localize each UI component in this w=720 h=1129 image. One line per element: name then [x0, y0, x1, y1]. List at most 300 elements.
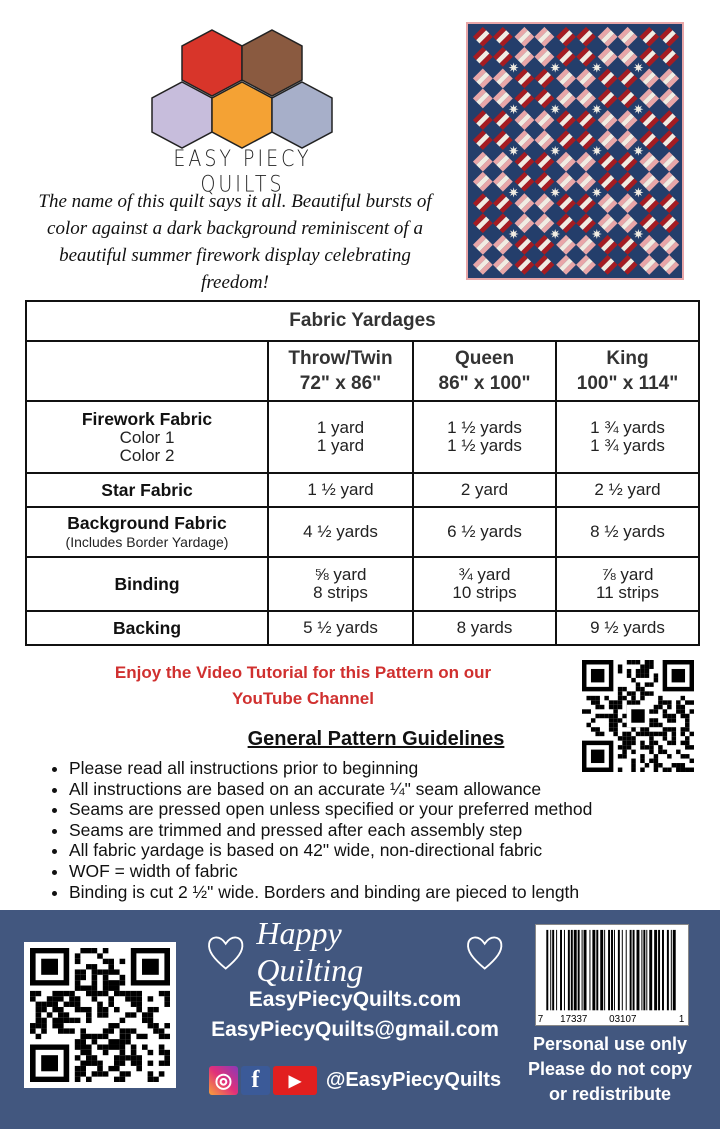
qr-module [645, 745, 649, 749]
qr-module [41, 959, 58, 975]
qr-module [120, 991, 126, 996]
qr-module [654, 705, 658, 709]
fabric-yardage-table [25, 300, 700, 646]
social-handle[interactable]: @EasyPiecyQuilts [325, 1069, 502, 1091]
qr-module [159, 1071, 165, 1076]
barcode-bar [578, 930, 580, 1010]
qr-module [75, 953, 81, 958]
barcode-bar [564, 930, 565, 1010]
qr-module [658, 705, 662, 709]
qr-module [120, 1050, 126, 1055]
barcode-bar [568, 930, 570, 1010]
qr-module [108, 1039, 114, 1044]
qr-module [649, 660, 653, 664]
qr-module [681, 741, 685, 745]
qr-module [663, 700, 667, 704]
qr-module [108, 1028, 114, 1033]
qr-module [618, 700, 622, 704]
qr-module [92, 1061, 98, 1066]
qr-module [618, 687, 622, 691]
qr-module [164, 996, 170, 1001]
qr-module [631, 750, 635, 754]
description-line: color against a dark background reminiscent of a [47, 218, 423, 239]
star-block [633, 187, 643, 197]
qr-module [685, 736, 689, 740]
barcode-bar [582, 930, 583, 1010]
star-block [509, 229, 519, 239]
qr-module [125, 991, 131, 996]
qr-module [75, 969, 81, 974]
qr-module [75, 1077, 81, 1082]
qr-module [613, 705, 617, 709]
qr-module [636, 687, 640, 691]
youtube-callout[interactable]: Enjoy the Video Tutorial for this Pattern on our YouTube Channel [114, 663, 492, 708]
qr-module [586, 709, 590, 713]
barcode-bar [584, 930, 587, 1010]
qr-module [654, 732, 658, 736]
barcode-bar [649, 930, 652, 1010]
qr-module [153, 1023, 159, 1028]
qr-module [120, 1061, 126, 1066]
qr-module [80, 975, 86, 980]
qr-module [114, 1066, 120, 1071]
qr-module [654, 673, 658, 677]
qr-module [131, 1002, 137, 1007]
qr-module [681, 727, 685, 731]
barcode-bar [671, 930, 672, 1010]
qr-module [136, 1061, 142, 1066]
qr-module [75, 1071, 81, 1076]
qr-module [103, 1034, 109, 1039]
qr-module [667, 741, 671, 745]
qr-module [103, 1044, 109, 1049]
qr-module [136, 1034, 142, 1039]
yardage-cell: 6 ½ yards [413, 507, 556, 557]
qr-module [125, 1071, 131, 1076]
qr-module [75, 1055, 81, 1060]
qr-module [636, 660, 640, 664]
qr-module [600, 714, 604, 718]
qr-module [645, 669, 649, 673]
qr-module [654, 723, 658, 727]
qr-module [690, 745, 694, 749]
qr-module [685, 718, 689, 722]
qr-module [631, 660, 635, 664]
qr-module [80, 969, 86, 974]
qr-module [148, 1023, 154, 1028]
description-line: beautiful summer firework display celebrating freedom! [59, 245, 411, 293]
qr-module [108, 1002, 114, 1007]
qr-module [681, 705, 685, 709]
qr-module [609, 714, 613, 718]
qr-module [676, 705, 680, 709]
qr-module [676, 700, 680, 704]
email-link[interactable]: EasyPiecyQuilts@gmail.com [211, 1018, 499, 1041]
qr-module [120, 1077, 126, 1082]
qr-module [125, 1028, 131, 1033]
qr-module [103, 975, 109, 980]
star-block [633, 63, 643, 73]
barcode-bar [560, 930, 562, 1010]
yardage-cell: 8 yards [413, 611, 556, 645]
qr-module [120, 1044, 126, 1049]
qr-module [120, 959, 126, 964]
barcode-bar [662, 930, 664, 1010]
qr-module [627, 673, 631, 677]
qr-module [36, 1034, 42, 1039]
qr-module [640, 727, 644, 731]
qr-module [618, 718, 622, 722]
qr-module [640, 741, 644, 745]
qr-module [681, 696, 685, 700]
qr-module [47, 996, 53, 1001]
qr-module [80, 948, 86, 953]
qr-module [64, 991, 70, 996]
qr-module [627, 669, 631, 673]
qr-module [148, 1007, 154, 1012]
qr-module [86, 1044, 92, 1049]
barcode-bar [614, 930, 615, 1010]
qr-module [52, 996, 58, 1001]
qr-module [86, 1018, 92, 1023]
qr-module [609, 727, 613, 731]
qr-module [640, 687, 644, 691]
qr-module [640, 696, 644, 700]
qr-module [125, 1034, 131, 1039]
qr-module [103, 1071, 109, 1076]
qr-module [75, 1044, 81, 1049]
qr-module [86, 1012, 92, 1017]
qr-module [672, 714, 676, 718]
qr-module [80, 1066, 86, 1071]
qr-module [120, 975, 126, 980]
guidelines-list [50, 758, 720, 902]
qr-module [618, 736, 622, 740]
row-label: Firework Fabric Color 1 Color 2 [26, 401, 268, 473]
qr-module [52, 1002, 58, 1007]
qr-module [97, 1034, 103, 1039]
qr-module [613, 727, 617, 731]
qr-module [142, 959, 159, 975]
yardage-cell: ⅝ yard 8 strips [268, 557, 413, 611]
qr-module [613, 732, 617, 736]
qr-module [47, 1012, 53, 1017]
qr-module [120, 980, 126, 985]
qr-module [627, 660, 631, 664]
qr-module [142, 1012, 148, 1017]
qr-module [120, 1055, 126, 1060]
qr-module [164, 1055, 170, 1060]
qr-module [604, 696, 608, 700]
qr-module [120, 1034, 126, 1039]
qr-module [153, 1028, 159, 1033]
qr-module [136, 1007, 142, 1012]
qr-module [591, 718, 595, 722]
star-block [592, 63, 602, 73]
qr-module [667, 727, 671, 731]
qr-module [645, 660, 649, 664]
qr-module [672, 727, 676, 731]
qr-module [658, 700, 662, 704]
qr-module [604, 714, 608, 718]
qr-module [618, 691, 622, 695]
qr-module [36, 1023, 42, 1028]
qr-module [97, 1044, 103, 1049]
qr-module [164, 1061, 170, 1066]
qr-module [36, 991, 42, 996]
qr-module [658, 750, 662, 754]
qr-module [92, 975, 98, 980]
qr-module [631, 709, 644, 722]
qr-module [80, 1050, 86, 1055]
star-block [550, 146, 560, 156]
qr-module [618, 745, 622, 749]
qr-code-website[interactable] [24, 942, 176, 1088]
qr-module [649, 691, 653, 695]
qr-module [148, 1012, 154, 1017]
qr-module [92, 948, 98, 953]
qr-module [103, 991, 109, 996]
qr-module [645, 732, 649, 736]
youtube-icon[interactable]: ▶ [273, 1066, 317, 1095]
star-block [592, 229, 602, 239]
star-block [509, 187, 519, 197]
qr-module [97, 1061, 103, 1066]
qr-module [64, 1002, 70, 1007]
qr-module [649, 741, 653, 745]
table-row [26, 473, 699, 507]
barcode-bar [556, 930, 557, 1010]
qr-code-youtube[interactable] [582, 660, 694, 772]
qr-module [631, 736, 635, 740]
qr-module [58, 991, 64, 996]
facebook-icon[interactable]: f [241, 1066, 270, 1095]
qr-module [41, 1018, 47, 1023]
barcode-bar [596, 930, 598, 1010]
qr-module [75, 1039, 81, 1044]
guideline-item: • All fabric yardage is based on 42" wide, non-directional fabric [69, 840, 720, 861]
qr-module [64, 1012, 70, 1017]
qr-module [148, 1071, 154, 1076]
qr-module [640, 673, 644, 677]
qr-module [125, 1039, 131, 1044]
qr-module [114, 980, 120, 985]
yardage-cell: 1 ½ yard [268, 473, 413, 507]
qr-module [52, 1023, 58, 1028]
qr-module [591, 700, 595, 704]
qr-module [622, 714, 626, 718]
qr-module [636, 700, 640, 704]
usage-note: Personal use only Please do not copy or redistribute [527, 1034, 693, 1104]
qr-module [131, 1061, 137, 1066]
qr-module [114, 1044, 120, 1049]
barcode-bar [608, 930, 610, 1010]
star-block [509, 146, 519, 156]
instagram-icon[interactable]: ◎ [209, 1066, 238, 1095]
qr-module [631, 678, 635, 682]
qr-module [622, 723, 626, 727]
qr-module [640, 691, 644, 695]
qr-module [58, 996, 64, 1001]
qr-module [47, 1002, 53, 1007]
qr-module [622, 732, 626, 736]
column-header: Queen 86" x 100" [413, 341, 556, 401]
guideline-item: • Binding is cut 2 ½" wide. Borders and binding are pieced to length [69, 882, 720, 903]
qr-module [690, 732, 694, 736]
barcode-bar [571, 930, 573, 1010]
yardage-cell: 4 ½ yards [268, 507, 413, 557]
qr-module [80, 1034, 86, 1039]
star-block [550, 104, 560, 114]
qr-module [148, 996, 154, 1001]
qr-module [80, 1039, 86, 1044]
qr-module [97, 969, 103, 974]
description-line: The name of this quilt says it all. Beautiful bursts of [38, 191, 432, 212]
column-header: Throw/Twin 72" x 86" [268, 341, 413, 401]
qr-module [164, 991, 170, 996]
star-block [550, 187, 560, 197]
qr-module [613, 700, 617, 704]
qr-module [92, 1071, 98, 1076]
qr-module [97, 953, 103, 958]
qr-module [654, 678, 658, 682]
qr-module [75, 1007, 81, 1012]
qr-module [75, 1002, 81, 1007]
qr-module [672, 718, 676, 722]
qr-module [75, 1066, 81, 1071]
qr-module [92, 964, 98, 969]
barcode-bar [546, 930, 548, 1010]
qr-module [618, 664, 622, 668]
qr-module [75, 959, 81, 964]
yardage-cell: 1 ½ yards 1 ½ yards [413, 401, 556, 473]
qr-module [92, 1034, 98, 1039]
qr-module [86, 986, 92, 991]
qr-module [645, 682, 649, 686]
qr-module [658, 745, 662, 749]
qr-module [609, 705, 613, 709]
qr-module [80, 1007, 86, 1012]
qr-module [86, 1050, 92, 1055]
quilt-image [466, 22, 684, 280]
qr-module [80, 1044, 86, 1049]
yardage-cell: 9 ½ yards [556, 611, 699, 645]
qr-module [120, 1028, 126, 1033]
qr-module [30, 991, 36, 996]
qr-module [663, 736, 667, 740]
barcode-bar [637, 930, 640, 1010]
barcode-bar [641, 930, 642, 1010]
qr-module [125, 1055, 131, 1060]
website-link[interactable]: EasyPiecyQuilts.com [248, 988, 462, 1011]
qr-module [609, 723, 613, 727]
qr-module [41, 1023, 47, 1028]
barcode-bar [643, 930, 645, 1010]
yardage-cell: 1 ¾ yards 1 ¾ yards [556, 401, 699, 473]
qr-module [120, 1018, 126, 1023]
qr-module [685, 714, 689, 718]
qr-module [658, 732, 662, 736]
qr-module [649, 664, 653, 668]
qr-module [618, 705, 622, 709]
qr-module [631, 741, 635, 745]
qr-module [108, 986, 114, 991]
guideline-item: • Seams are trimmed and pressed after each assembly step [69, 820, 720, 841]
qr-module [108, 959, 114, 964]
description [28, 188, 442, 296]
qr-module [636, 673, 640, 677]
qr-module [92, 986, 98, 991]
table-row [26, 557, 699, 611]
qr-module [131, 991, 137, 996]
qr-module [676, 709, 680, 713]
qr-module [645, 673, 649, 677]
qr-module [108, 980, 114, 985]
qr-module [613, 709, 617, 713]
qr-module [86, 1055, 92, 1060]
qr-module [58, 1012, 64, 1017]
qr-module [676, 750, 680, 754]
qr-module [622, 750, 626, 754]
qr-module [627, 741, 631, 745]
qr-module [595, 700, 599, 704]
qr-module [622, 696, 626, 700]
qr-module [159, 1034, 165, 1039]
qr-module [41, 1055, 58, 1071]
qr-module [159, 1061, 165, 1066]
guideline-item: • WOF = width of fabric [69, 861, 720, 882]
qr-module [663, 732, 667, 736]
qr-module [108, 996, 114, 1001]
qr-module [600, 732, 604, 736]
qr-module [92, 969, 98, 974]
qr-module [600, 705, 604, 709]
qr-module [595, 696, 599, 700]
qr-module [108, 969, 114, 974]
qr-module [153, 1007, 159, 1012]
qr-module [131, 1028, 137, 1033]
qr-module [97, 991, 103, 996]
qr-module [64, 1018, 70, 1023]
qr-module [120, 1039, 126, 1044]
yardage-cell: ¾ yard 10 strips [413, 557, 556, 611]
qr-module [103, 969, 109, 974]
qr-module [649, 709, 653, 713]
qr-module [645, 727, 649, 731]
yardage-cell: 2 ½ yard [556, 473, 699, 507]
yardage-cell: 5 ½ yards [268, 611, 413, 645]
qr-module [136, 1002, 142, 1007]
qr-module [69, 1028, 75, 1033]
qr-module [685, 745, 689, 749]
barcode-bar [589, 930, 590, 1010]
guideline-item: • Seams are pressed open unless specified or your preferred method [69, 799, 720, 820]
qr-module [690, 709, 694, 713]
qr-module [131, 1050, 137, 1055]
qr-module [36, 1002, 42, 1007]
qr-module [103, 948, 109, 953]
qr-module [92, 996, 98, 1001]
qr-module [148, 1018, 154, 1023]
qr-module [685, 700, 689, 704]
barcode-bar [604, 930, 605, 1010]
qr-module [159, 991, 165, 996]
qr-module [142, 1018, 148, 1023]
qr-module [649, 732, 653, 736]
row-label: Background Fabric (Includes Border Yardage) [26, 507, 268, 557]
barcode-digits: 1 [678, 1014, 685, 1026]
qr-module [92, 1039, 98, 1044]
